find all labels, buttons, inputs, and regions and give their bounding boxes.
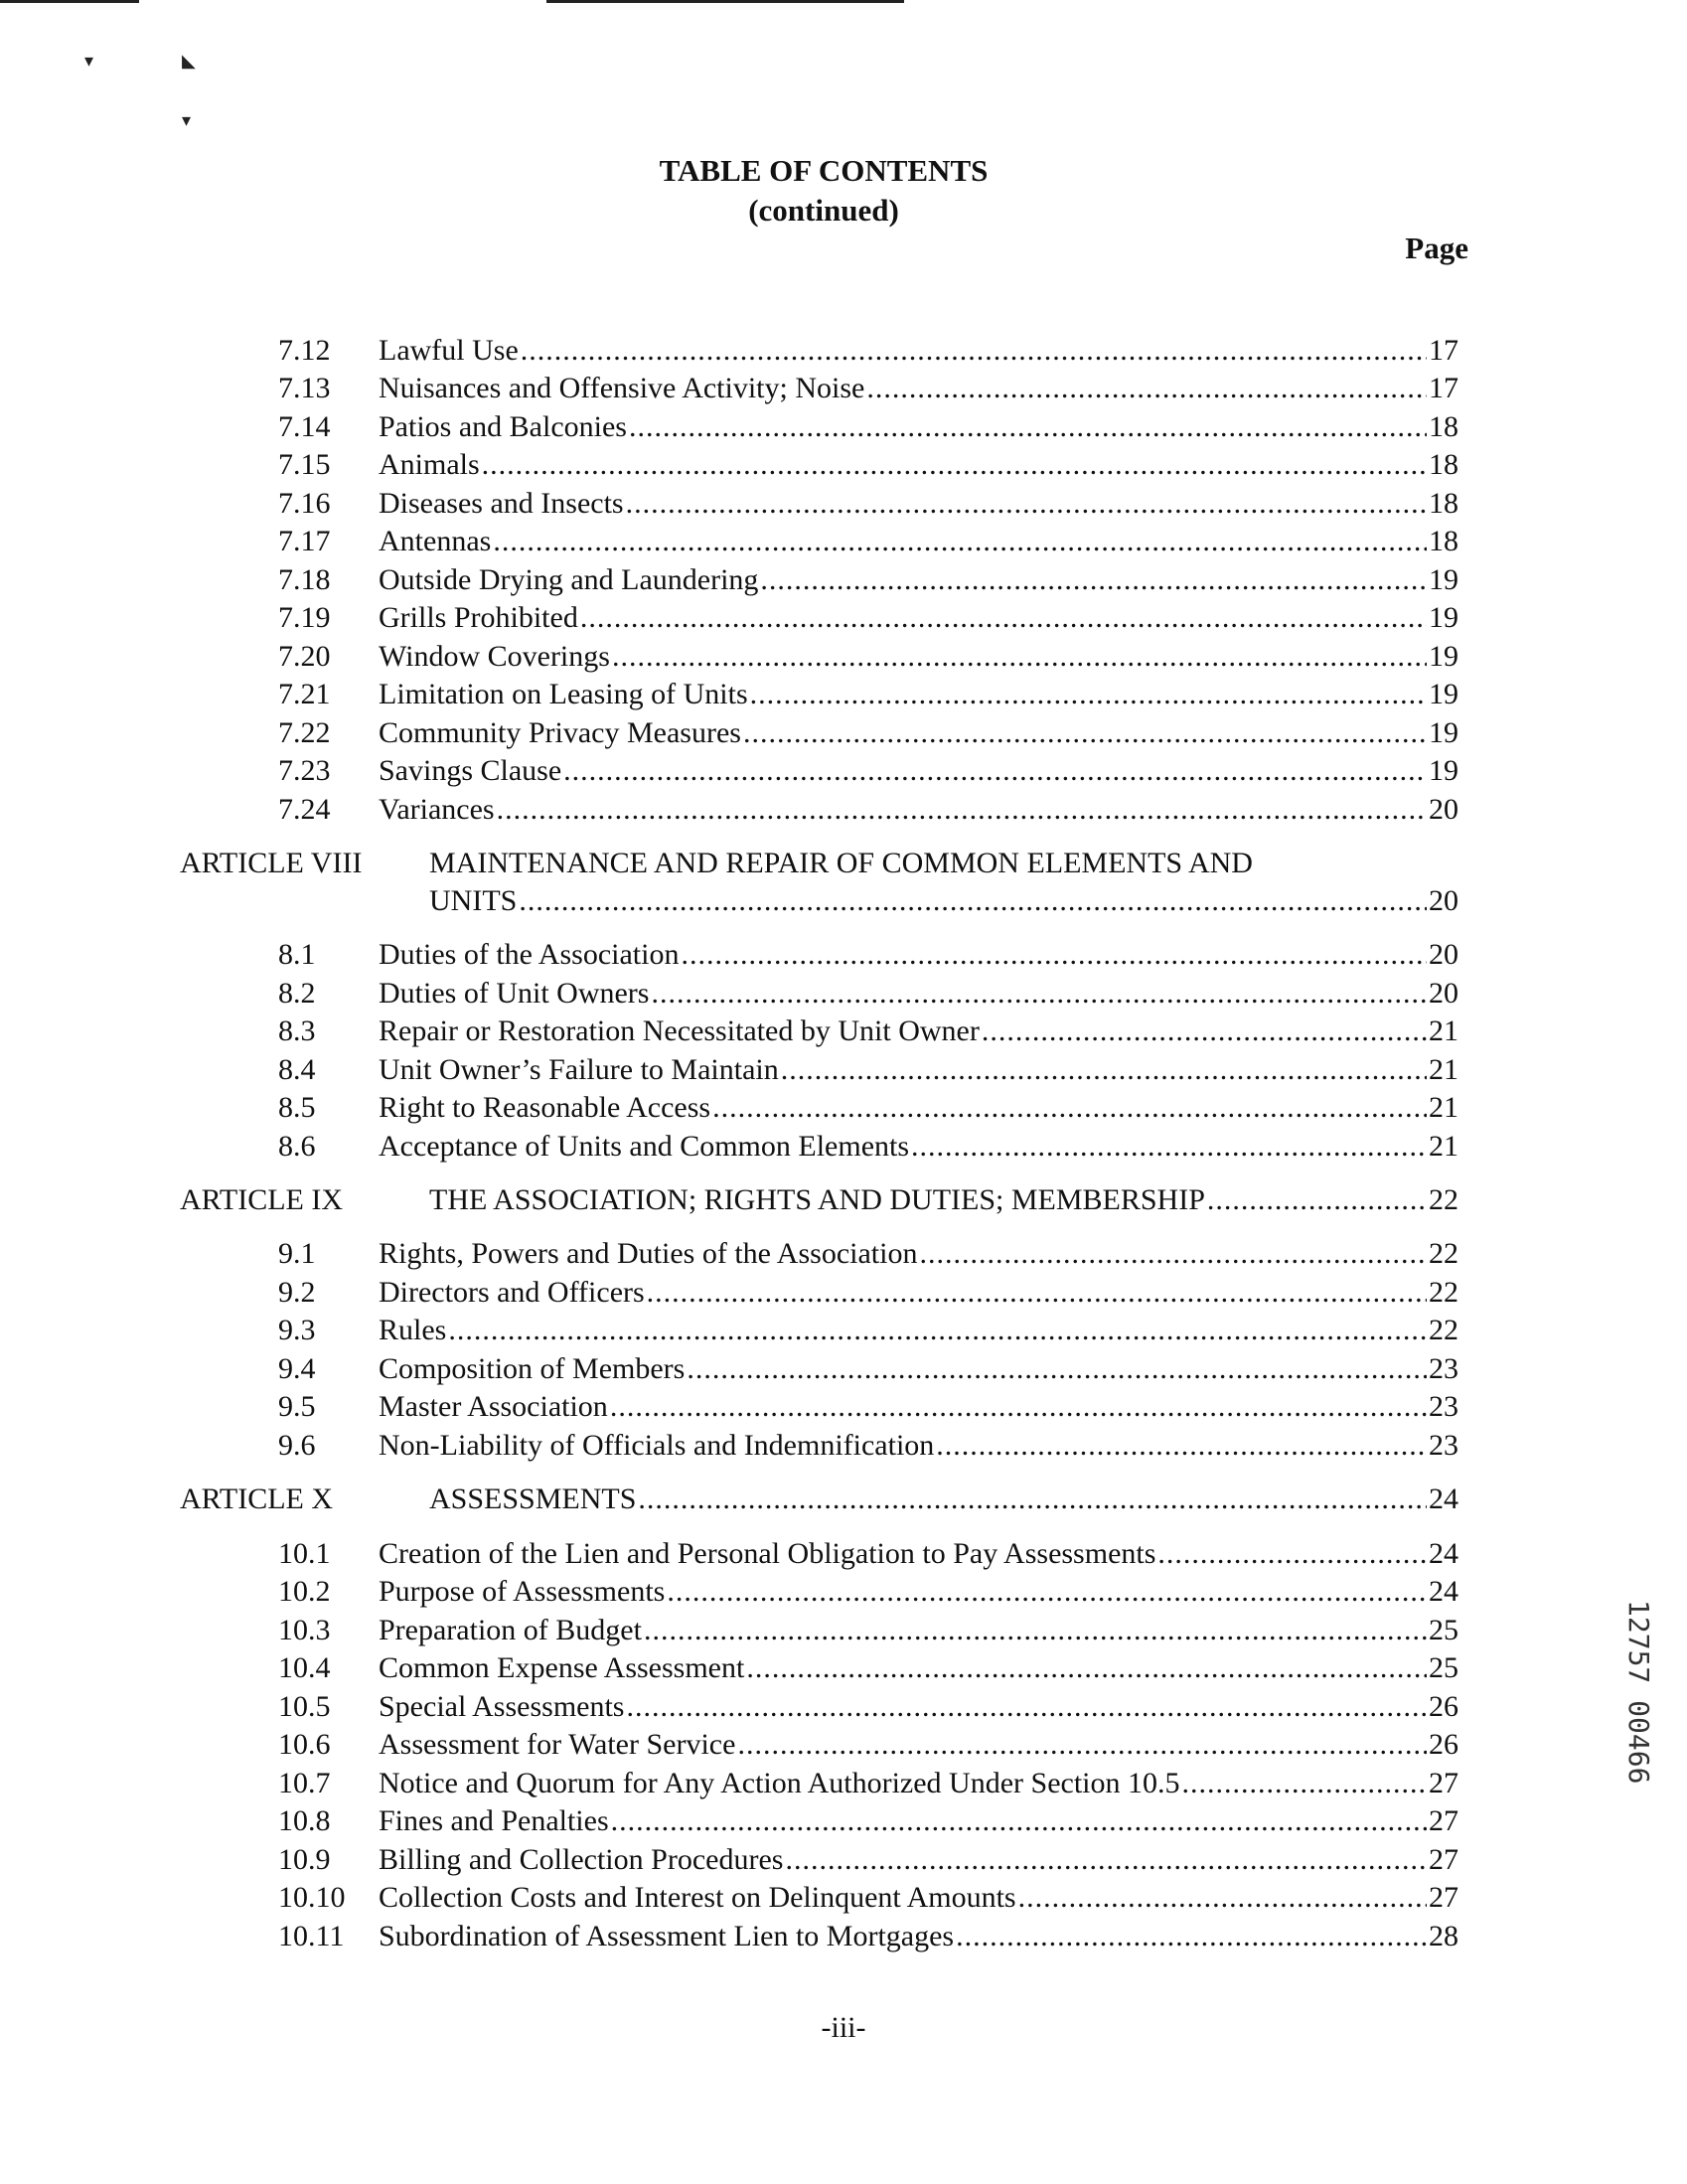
section-title: Rules [379, 1314, 447, 1346]
section-number: 9.5 [278, 1390, 316, 1423]
page-number: 23 [1429, 1390, 1458, 1423]
toc-entry[interactable] [0, 1388, 1687, 1426]
section-number: 10.9 [278, 1843, 331, 1876]
dot-leader [651, 975, 1427, 1013]
section-number: 9.3 [278, 1314, 316, 1346]
dot-leader [580, 599, 1427, 637]
toc-entry[interactable] [0, 1235, 1687, 1273]
article-label: ARTICLE X [180, 1482, 334, 1515]
toc-entry[interactable] [0, 332, 1687, 370]
section-number: 9.1 [278, 1237, 316, 1270]
dot-leader [750, 676, 1427, 713]
section-number: 8.3 [278, 1014, 316, 1047]
page-number: 21 [1429, 1091, 1458, 1124]
toc-subtitle: (continued) [748, 193, 899, 228]
section-title: Preparation of Budget [379, 1614, 642, 1646]
dot-leader [982, 1013, 1427, 1050]
dot-leader [497, 791, 1427, 829]
dot-leader [956, 1918, 1427, 1955]
toc-entry[interactable] [0, 791, 1687, 829]
page-number: 19 [1429, 601, 1458, 634]
dot-leader [785, 1841, 1427, 1879]
page-number: 19 [1429, 716, 1458, 749]
toc-entry[interactable] [0, 1649, 1687, 1687]
article-heading[interactable] [0, 1181, 1687, 1219]
dot-leader [629, 408, 1427, 446]
section-title: Nuisances and Offensive Activity; Noise [379, 372, 865, 404]
dot-leader [519, 882, 1427, 920]
toc-entry[interactable] [0, 1918, 1687, 1955]
dot-leader [687, 1350, 1427, 1388]
section-number: 8.6 [278, 1130, 316, 1163]
section-title: Directors and Officers [379, 1276, 645, 1309]
section-number: 10.7 [278, 1767, 331, 1799]
page-number: 22 [1429, 1183, 1458, 1216]
page-number: 19 [1429, 754, 1458, 787]
section-title: Notice and Quorum for Any Action Authorized Under Section 10.5 [379, 1767, 1180, 1799]
dot-leader [667, 1573, 1427, 1611]
section-title: Fines and Penalties [379, 1804, 609, 1837]
section-title: Acceptance of Units and Common Elements [379, 1130, 910, 1163]
article-title: THE ASSOCIATION; RIGHTS AND DUTIES; MEMBERSHIP [429, 1183, 1205, 1216]
scan-speck: ◣ [182, 51, 196, 71]
toc-entry[interactable] [0, 599, 1687, 637]
section-number: 7.13 [278, 372, 331, 404]
section-number: 8.1 [278, 938, 316, 971]
section-number: 7.24 [278, 793, 331, 826]
toc-entry[interactable] [0, 408, 1687, 446]
toc-entry[interactable] [0, 1051, 1687, 1089]
section-title: Diseases and Insects [379, 487, 624, 520]
section-number: 8.2 [278, 977, 316, 1010]
section-title: Lawful Use [379, 334, 519, 367]
scan-speck: ▾ [84, 51, 94, 71]
dot-leader [1157, 1535, 1427, 1573]
section-title: Non-Liability of Officials and Indemnification [379, 1429, 935, 1462]
toc-entry[interactable] [0, 1802, 1687, 1840]
dot-leader [647, 1274, 1427, 1312]
dot-leader [712, 1089, 1427, 1127]
dot-leader [1018, 1879, 1427, 1917]
dot-leader [611, 1802, 1427, 1840]
article-title: ASSESSMENTS [429, 1482, 637, 1515]
toc-entry[interactable] [0, 485, 1687, 523]
section-title: Duties of Unit Owners [379, 977, 650, 1010]
section-title: Master Association [379, 1390, 608, 1423]
article-heading[interactable] [0, 845, 1687, 882]
section-title: Subordination of Assessment Lien to Mortgages [379, 1920, 955, 1952]
page-number: 27 [1429, 1843, 1458, 1876]
article-title-line2: UNITS [429, 884, 518, 917]
section-title: Right to Reasonable Access [379, 1091, 711, 1124]
section-number: 10.11 [278, 1920, 345, 1952]
document-stamp [1622, 1600, 1655, 1785]
dot-leader [612, 638, 1427, 676]
page-number: 20 [1429, 884, 1458, 917]
dot-leader [493, 523, 1427, 560]
section-title: Billing and Collection Procedures [379, 1843, 784, 1876]
section-title: Community Privacy Measures [379, 716, 741, 749]
section-title: Duties of the Association [379, 938, 680, 971]
article-label: ARTICLE IX [180, 1183, 344, 1216]
toc-entry[interactable] [0, 1726, 1687, 1764]
dot-leader [626, 485, 1427, 523]
article-heading[interactable] [0, 1481, 1687, 1518]
article-label: ARTICLE VIII [180, 847, 363, 879]
toc-entry[interactable] [0, 370, 1687, 407]
page-number: 21 [1429, 1130, 1458, 1163]
section-title: Composition of Members [379, 1352, 686, 1385]
dot-leader [919, 1235, 1427, 1273]
dot-leader [743, 714, 1427, 752]
dot-leader [627, 1688, 1428, 1726]
dot-leader [482, 446, 1427, 484]
dot-leader [448, 1312, 1427, 1349]
stamp-number: 12757 00466 [1622, 1600, 1655, 1785]
toc-entry[interactable] [0, 523, 1687, 560]
toc-entry[interactable] [0, 1274, 1687, 1312]
page-number: 20 [1429, 938, 1458, 971]
page-number: 19 [1429, 563, 1458, 596]
toc-entry[interactable] [0, 1427, 1687, 1465]
page-column-label: Page [1405, 231, 1468, 265]
section-title: Variances [379, 793, 495, 826]
section-number: 7.20 [278, 640, 331, 673]
section-title: Repair or Restoration Necessitated by Unit Owner [379, 1014, 980, 1047]
toc-entry[interactable] [0, 1573, 1687, 1611]
page-footer-number: -iii- [821, 2011, 866, 2044]
page-number: 19 [1429, 678, 1458, 710]
page-number: 19 [1429, 640, 1458, 673]
section-title: Collection Costs and Interest on Delinquent Amounts [379, 1881, 1016, 1914]
scan-speck: ▾ [182, 110, 192, 130]
section-number: 10.5 [278, 1690, 331, 1723]
page-number: 24 [1429, 1482, 1458, 1515]
article-heading-continued[interactable] [0, 882, 1687, 920]
page-number: 18 [1429, 487, 1458, 520]
dot-leader [760, 561, 1427, 599]
section-title: Creation of the Lien and Personal Obligation to Pay Assessments [379, 1537, 1156, 1570]
page-number: 27 [1429, 1767, 1458, 1799]
page-number: 26 [1429, 1690, 1458, 1723]
section-number: 9.6 [278, 1429, 316, 1462]
toc-entry[interactable] [0, 446, 1687, 484]
toc-entry[interactable] [0, 714, 1687, 752]
section-number: 7.16 [278, 487, 331, 520]
section-title: Patios and Balconies [379, 410, 627, 443]
scan-edge-mark [546, 0, 904, 3]
section-number: 10.3 [278, 1614, 331, 1646]
section-title: Grills Prohibited [379, 601, 578, 634]
dot-leader [1182, 1765, 1427, 1802]
toc-entry[interactable] [0, 752, 1687, 790]
section-number: 7.17 [278, 525, 331, 557]
toc-entry[interactable] [0, 1089, 1687, 1127]
dot-leader [911, 1128, 1427, 1166]
toc-entry[interactable] [0, 638, 1687, 676]
page-number: 20 [1429, 793, 1458, 826]
toc-entry[interactable] [0, 1879, 1687, 1917]
page-number: 17 [1429, 372, 1458, 404]
toc-title: TABLE OF CONTENTS [659, 153, 989, 188]
section-number: 7.14 [278, 410, 331, 443]
toc-entry[interactable] [0, 676, 1687, 713]
section-title: Outside Drying and Laundering [379, 563, 759, 596]
article-title-line1: MAINTENANCE AND REPAIR OF COMMON ELEMENTS AND [429, 847, 1253, 879]
dot-leader [521, 332, 1427, 370]
page-number: 22 [1429, 1314, 1458, 1346]
scan-edge-mark [0, 0, 139, 3]
dot-leader [866, 370, 1427, 407]
section-number: 7.12 [278, 334, 331, 367]
section-number: 7.19 [278, 601, 331, 634]
dot-leader [644, 1612, 1427, 1649]
page-number: 25 [1429, 1651, 1458, 1684]
dot-leader [1207, 1181, 1427, 1219]
page-number: 27 [1429, 1804, 1458, 1837]
toc-entry[interactable] [0, 936, 1687, 974]
toc-entry[interactable] [0, 1350, 1687, 1388]
section-title: Common Expense Assessment [379, 1651, 745, 1684]
section-number: 8.5 [278, 1091, 316, 1124]
toc-entry[interactable] [0, 1612, 1687, 1649]
toc-entry[interactable] [0, 1765, 1687, 1802]
toc-entry[interactable] [0, 1841, 1687, 1879]
section-title: Animals [379, 448, 480, 481]
page-number: 24 [1429, 1575, 1458, 1608]
section-number: 7.23 [278, 754, 331, 787]
section-number: 7.15 [278, 448, 331, 481]
section-number: 7.18 [278, 563, 331, 596]
section-number: 9.2 [278, 1276, 316, 1309]
section-title: Special Assessments [379, 1690, 625, 1723]
page-number: 22 [1429, 1276, 1458, 1309]
page-number: 24 [1429, 1537, 1458, 1570]
toc-entry[interactable] [0, 1013, 1687, 1050]
section-title: Window Coverings [379, 640, 610, 673]
section-number: 10.10 [278, 1881, 346, 1914]
section-number: 9.4 [278, 1352, 316, 1385]
dot-leader [610, 1388, 1427, 1426]
section-title: Limitation on Leasing of Units [379, 678, 748, 710]
page-number: 18 [1429, 525, 1458, 557]
section-title: Unit Owner’s Failure to Maintain [379, 1053, 779, 1086]
page-number: 25 [1429, 1614, 1458, 1646]
toc-entry[interactable] [0, 1688, 1687, 1726]
dot-leader [737, 1726, 1427, 1764]
dot-leader [936, 1427, 1427, 1465]
section-number: 10.1 [278, 1537, 331, 1570]
toc-entry[interactable] [0, 975, 1687, 1013]
page-number: 28 [1429, 1920, 1458, 1952]
page-number: 18 [1429, 448, 1458, 481]
toc-entry[interactable] [0, 1128, 1687, 1166]
section-title: Savings Clause [379, 754, 562, 787]
page-number: 26 [1429, 1728, 1458, 1761]
section-title: Rights, Powers and Duties of the Association [379, 1237, 918, 1270]
dot-leader [563, 752, 1427, 790]
page-number: 27 [1429, 1881, 1458, 1914]
page-number: 20 [1429, 977, 1458, 1010]
section-title: Assessment for Water Service [379, 1728, 736, 1761]
section-number: 8.4 [278, 1053, 316, 1086]
dot-leader [746, 1649, 1427, 1687]
section-title: Antennas [379, 525, 492, 557]
page-number: 23 [1429, 1352, 1458, 1385]
section-number: 10.4 [278, 1651, 331, 1684]
page-number: 18 [1429, 410, 1458, 443]
dot-leader [781, 1051, 1427, 1089]
section-number: 7.22 [278, 716, 331, 749]
toc-entry[interactable] [0, 561, 1687, 599]
page-number: 21 [1429, 1053, 1458, 1086]
section-number: 7.21 [278, 678, 331, 710]
section-number: 10.6 [278, 1728, 331, 1761]
toc-entry[interactable] [0, 1535, 1687, 1573]
section-title: Purpose of Assessments [379, 1575, 666, 1608]
page-number: 17 [1429, 334, 1458, 367]
section-number: 10.2 [278, 1575, 331, 1608]
toc-entry[interactable] [0, 1312, 1687, 1349]
dot-leader [638, 1481, 1427, 1518]
page-number: 22 [1429, 1237, 1458, 1270]
section-number: 10.8 [278, 1804, 331, 1837]
dot-leader [681, 936, 1427, 974]
page-number: 21 [1429, 1014, 1458, 1047]
page-number: 23 [1429, 1429, 1458, 1462]
